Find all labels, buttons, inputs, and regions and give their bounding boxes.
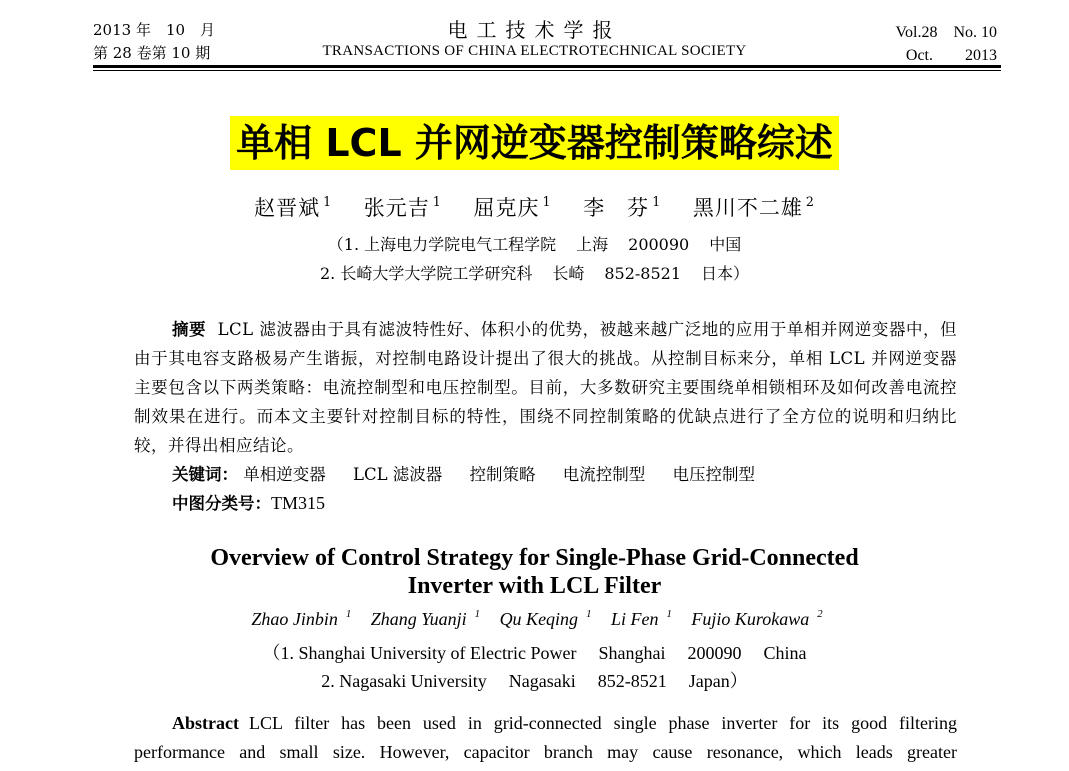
- affiliation-en-2: 2. Nagasaki University Nagasaki 852-8521 Japan）: [321, 671, 748, 691]
- title-en-line: Inverter with LCL Filter: [407, 573, 662, 599]
- keyword: 单相逆变器: [243, 465, 326, 484]
- journal-title-cn: 电工技术学报: [447, 18, 622, 42]
- clc-value: TM315: [271, 493, 325, 513]
- abstract-en: [134, 709, 957, 767]
- keywords-label: 关键词：: [172, 465, 238, 484]
- keyword: 电流控制型: [562, 465, 646, 484]
- author-cn: 张元吉 $^1$: [363, 194, 442, 220]
- header-rule-thick: [93, 65, 1001, 68]
- title-cn-container: [0, 116, 1069, 170]
- author-cn: 李 芬 $^1$: [583, 194, 662, 220]
- keyword: 控制策略: [469, 465, 536, 484]
- header-rule-thin: [93, 70, 1001, 71]
- authors-en: [0, 608, 1069, 630]
- paper-title-cn: 单相 LCL 并网逆变器控制策略综述: [230, 116, 839, 170]
- abstract-cn-label: 摘要: [172, 320, 207, 339]
- header-date: 2013 年 10 月: [93, 21, 216, 39]
- clc-code: [172, 490, 325, 514]
- header-volume: Vol.28 No. 10: [895, 24, 997, 41]
- authors-cn: [0, 192, 1069, 222]
- keyword: 电压控制型: [672, 465, 756, 484]
- header-month-year: Oct. 2013: [905, 47, 997, 64]
- affiliation-en-1: （1. Shanghai University of Electric Power Shanghai 200090 China: [262, 643, 807, 663]
- author-en: Li Fen $^1$: [610, 608, 672, 629]
- author-cn: 屈克庆 $^1$: [473, 194, 552, 220]
- affiliation-cn-1: （1. 上海电力学院电气工程学院 上海 200090 中国: [327, 235, 742, 254]
- clc-label: 中图分类号：: [172, 494, 271, 513]
- author-cn: 赵晋斌 $^1$: [254, 194, 333, 220]
- author-en: Fujio Kurokawa $^2$: [691, 608, 823, 629]
- affiliation-cn-2: 2. 长崎大学大学院工学研究科 长崎 852-8521 日本）: [319, 264, 750, 283]
- author-en: Zhao Jinbin $^1$: [251, 608, 352, 629]
- keyword: LCL 滤波器: [353, 465, 443, 484]
- author-en: Qu Keqing $^1$: [499, 608, 592, 629]
- abstract-en-line: performance and small size. However, capacitor branch may cause resonance, which leads greater: [134, 742, 957, 762]
- paper-title-en: [0, 544, 1069, 600]
- abstract-en-label: Abstract: [172, 713, 239, 733]
- keywords-cn: [172, 461, 777, 485]
- abstract-cn-text: LCL 滤波器由于具有滤波特性好、体积小的优势，被越来越广泛地的应用于单相并网逆变器中，但由于其电容支路极易产生谐振，对控制电路设计提出了很大的挑战。从控制目标来分，单相 LCL 并网逆变器主要包含以下两类策略：电流控制型和电压控制型。目前，大多数研究主要围绕单相锁相环及如何改善电流控制效果在进行。而本文主要针对控制目标的特性，围绕不同控制策略的优缺点进行了全方位的说明和归纳比较，并得出相应结论。: [134, 320, 957, 455]
- author-en: Zhang Yuanji $^1$: [370, 608, 481, 629]
- title-en-line: Overview of Control Strategy for Single-Phase Grid-Connected: [210, 545, 859, 571]
- header-issue: 第 28 卷第 10 期: [93, 44, 211, 62]
- abstract-en-line: Abstract LCL filter has been used in grid-connected single phase inverter for its good filtering: [172, 713, 957, 733]
- abstract-cn: [134, 315, 957, 460]
- journal-title-en: TRANSACTIONS OF CHINA ELECTROTECHNICAL SOCIETY: [322, 43, 747, 59]
- author-cn: 黑川不二雄 $^2$: [692, 194, 815, 220]
